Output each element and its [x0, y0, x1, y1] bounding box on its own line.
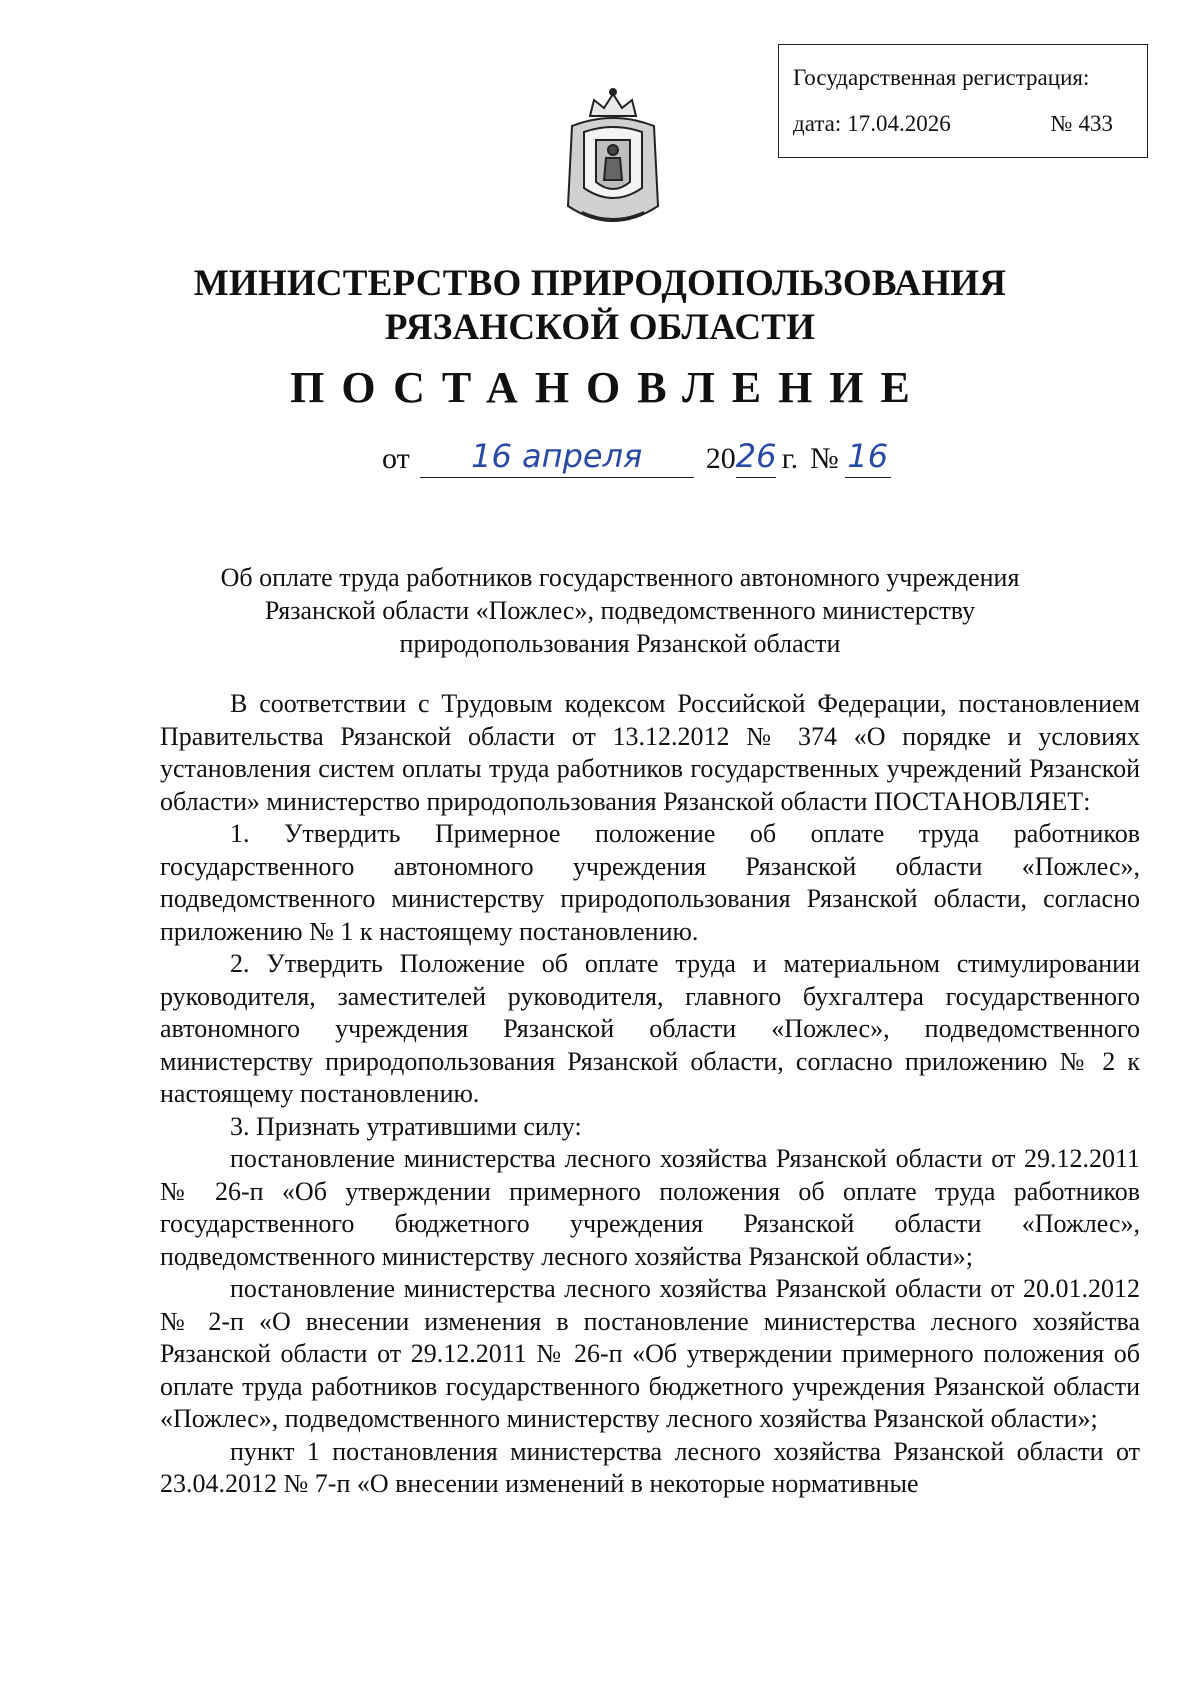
dateline-year-suffix: 26	[735, 437, 777, 475]
body-paragraph: В соответствии с Трудовым кодексом Российской Федерации, постановлением Правительства Рязанской области от 13.12.2012 № 374 «О порядке и условиях установления систем оплаты труда работников государственных учреждений Рязанской области» министерство природопользования Рязанской области ПОСТАНОВЛЯЕТ:	[160, 689, 1140, 816]
document-body	[160, 688, 1140, 1501]
body-paragraph: 3. Признать утратившими силу:	[230, 1111, 582, 1141]
registration-date-label: дата:	[793, 110, 842, 136]
dateline-day-field	[420, 437, 694, 478]
subject-line: Рязанской области «Пожлес», подведомственного министерству	[264, 596, 976, 625]
body-paragraph: 1. Утвердить Примерное положение об оплате труда работников государственного автономного учреждения Рязанской области «Пожлес», подведомственного министерству природопользования Рязанской области, согласно приложению № 1 к настоящему постановлению.	[160, 819, 1140, 946]
dateline-number-field	[845, 437, 891, 478]
document-type-heading: ПОСТАНОВЛЕНИЕ	[290, 363, 927, 412]
coat-of-arms-icon	[562, 86, 664, 236]
body-paragraph: 2. Утвердить Положение об оплате труда и материальном стимулировании руководителя, заместителей руководителя, главного бухгалтера государственного автономного учреждения Рязанской области «Пожлес», подведомственного министерству природопользования Рязанской области, согласно приложению № 2 к настоящему постановлению.	[160, 949, 1140, 1108]
subject-line: природопользования Рязанской области	[399, 629, 841, 658]
body-paragraph: постановление министерства лесного хозяйства Рязанской области от 29.12.2011 № 26-п «Об утверждении примерного положения об оплате труда работников государственного бюджетного учреждения Рязанской области «Пожлес», подведомственного министерству лесного хозяйства Рязанской области»;	[160, 1144, 1140, 1271]
dateline-number-label: №	[810, 442, 839, 475]
registration-stamp	[778, 44, 1148, 158]
registration-number: 433	[1078, 110, 1113, 136]
dateline-prefix: от	[382, 442, 410, 475]
dateline-year-unit: г.	[781, 442, 799, 475]
body-paragraph: пункт 1 постановления министерства лесного хозяйства Рязанской области от 23.04.2012 № 7-п «О внесении изменений в некоторые нормативные	[160, 1436, 1140, 1498]
ministry-name-line-2: РЯЗАНСКОЙ ОБЛАСТИ	[384, 307, 816, 348]
body-paragraph: постановление министерства лесного хозяйства Рязанской области от 20.01.2012 № 2-п «О внесении изменения в постановление министерства лесного хозяйства Рязанской области от 29.12.2011 № 26-п «Об утверждении примерного положения об оплате труда работников государственного бюджетного учреждения Рязанской области «Пожлес», подведомственного министерству лесного хозяйства Рязанской области»;	[160, 1274, 1140, 1433]
dateline-year-field	[735, 437, 777, 478]
dateline-day-month: 16 апреля	[471, 437, 643, 475]
dateline-year-prefix: 20	[705, 442, 736, 475]
registration-number-group	[1051, 109, 1113, 139]
dateline-number: 16	[847, 437, 889, 475]
subject-line: Об оплате труда работников государственного автономного учреждения	[220, 563, 1020, 592]
registration-row	[793, 109, 1133, 139]
registration-date: 17.04.2026	[847, 110, 951, 136]
document-dateline	[382, 437, 891, 478]
ministry-name-line-1: МИНИСТЕРСТВО ПРИРОДОПОЛЬЗОВАНИЯ	[193, 263, 1007, 304]
registration-number-label: №	[1050, 110, 1073, 136]
registration-title: Государственная регистрация:	[793, 65, 1090, 90]
document-subject	[160, 561, 1080, 660]
